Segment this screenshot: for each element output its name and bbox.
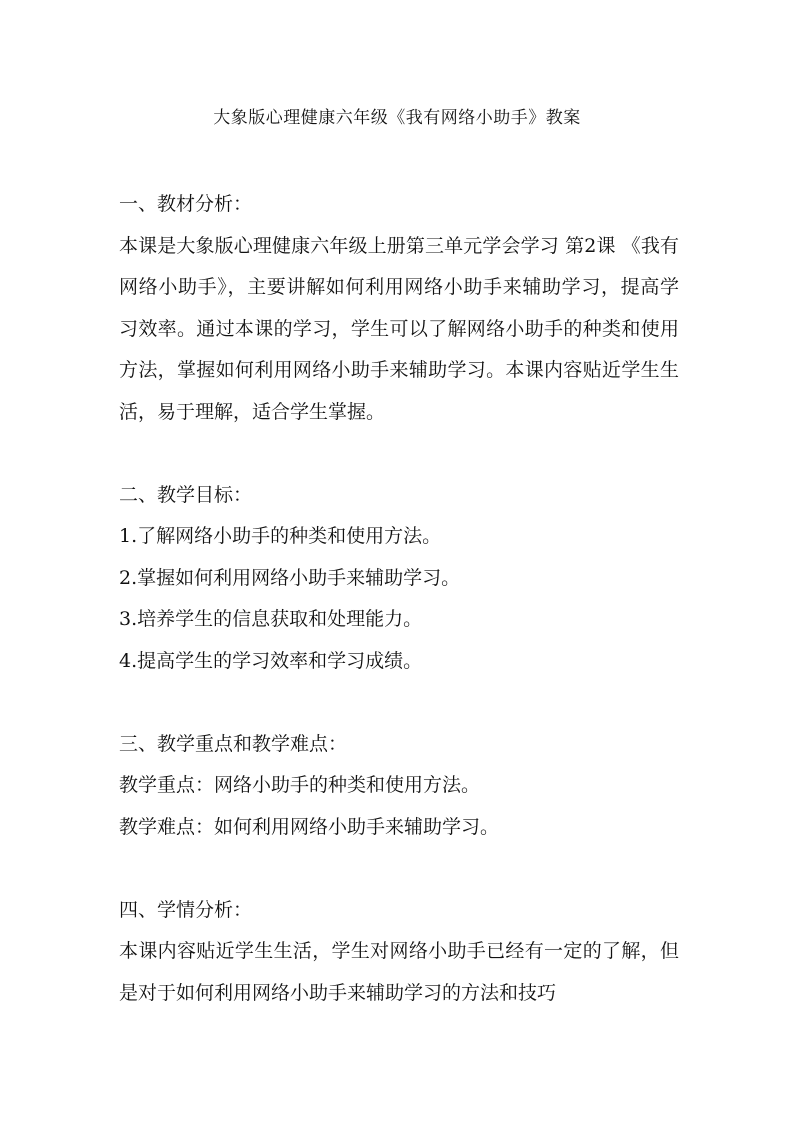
section-paragraph: 本课内容贴近学生生活，学生对网络小助手已经有一定的了解，但是对于如何利用网络小助手来辅助学习的方法和技巧 <box>119 940 679 1004</box>
list-item: 3.培养学生的信息获取和处理能力。 <box>119 608 423 630</box>
document-title: 大象版心理健康六年级《我有网络小助手》教案 <box>213 108 581 128</box>
section-paragraph: 本课是大象版心理健康六年级上册第三单元学会学习 第2课 《我有网络小助手》，主要讲解如何利用网络小助手来辅助学习，提高学习效率。通过本课的学习，学生可以了解网络小助手的种类和使用方法，掌握如何利用网络小助手来辅助学习。本课内容贴近学生生活，易于理解，适合学生掌握。 <box>119 234 679 423</box>
list-item: 4.提高学生的学习效率和学习成绩。 <box>119 649 423 672</box>
section-textbook-analysis <box>119 184 679 433</box>
section-key-points <box>119 724 679 849</box>
list-item: 2.掌握如何利用网络小助手来辅助学习。 <box>119 566 461 589</box>
section-heading: 三、教学重点和教学难点： <box>119 732 348 755</box>
section-heading: 一、教材分析： <box>119 193 253 215</box>
list-item: 教学难点：如何利用网络小助手来辅助学习。 <box>119 815 500 838</box>
list-item: 1.了解网络小助手的种类和使用方法。 <box>119 525 442 547</box>
section-heading: 二、教学目标： <box>119 483 253 506</box>
document-body <box>119 184 679 1014</box>
section-teaching-goals <box>119 475 679 683</box>
section-learner-analysis <box>119 890 679 1015</box>
section-heading: 四、学情分析： <box>119 898 253 921</box>
list-item: 教学重点：网络小助手的种类和使用方法。 <box>119 774 481 796</box>
